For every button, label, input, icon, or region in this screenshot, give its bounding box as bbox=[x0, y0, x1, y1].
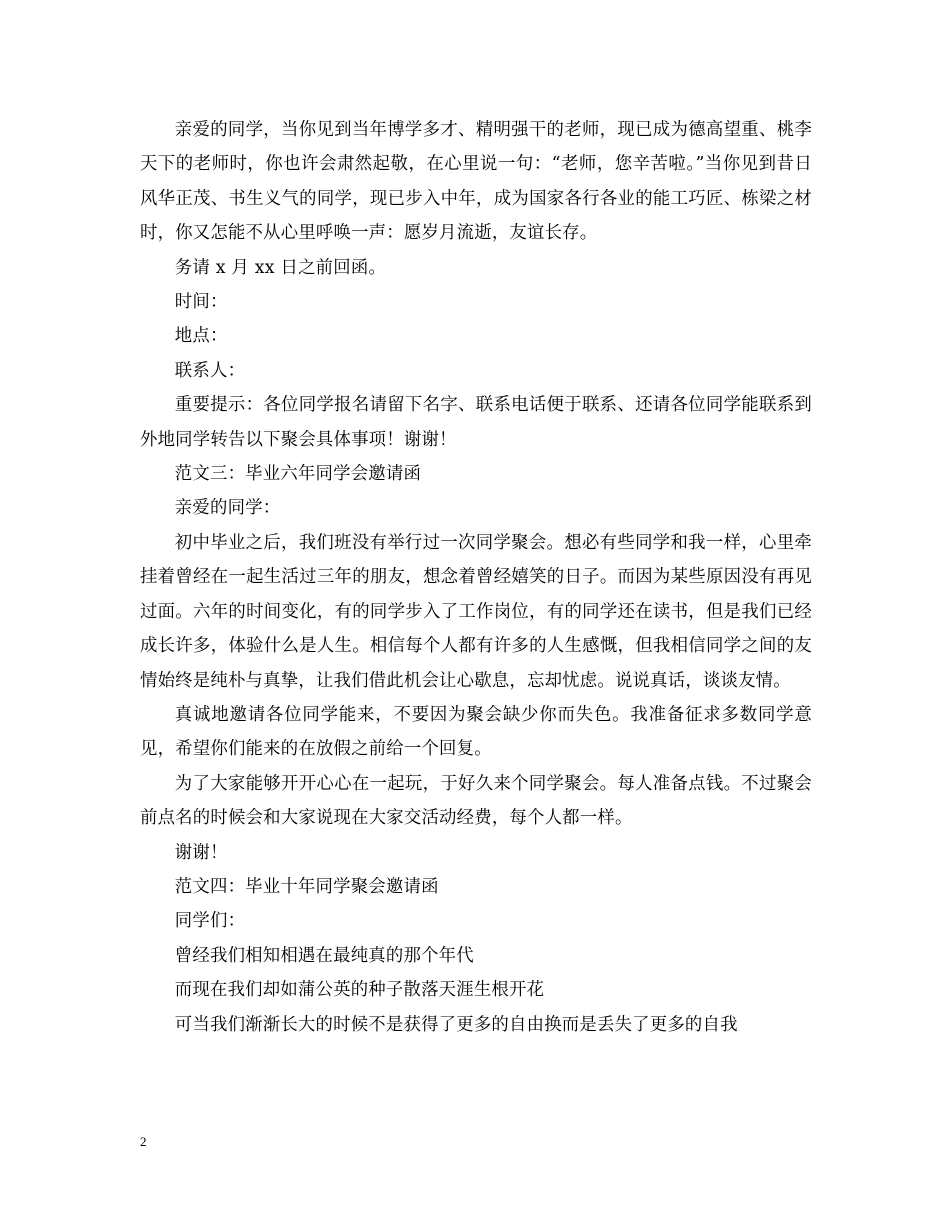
paragraph-location: 地点： bbox=[174, 326, 228, 347]
paragraph-time: 时间： bbox=[174, 292, 228, 313]
page-number: 2 bbox=[140, 1134, 147, 1149]
paragraph-funds: 为了大家能够开开心心在一起玩，于好久来个同学聚会。每人准备点钱。不过聚会前点名的时候会和大家说现在大家交活动经费，每个人都一样。 bbox=[140, 773, 812, 829]
paragraph-line-1: 曾经我们相知相遇在最纯真的那个年代 bbox=[174, 945, 474, 966]
paragraph-graduation: 初中毕业之后，我们班没有举行过一次同学聚会。想必有些同学和我一样，心里牵挂着曾经在一起生活过三年的朋友，想念着曾经嬉笑的日子。而因为某些原因没有再见过面。六年的时间变化，有的同学步入了工作岗位，有的同学还在读书，但是我们已经成长许多，体验什么是人生。相信每个人都有许多的人生感慨，但我相信同学之间的友情始终是纯朴与真挚，让我们借此机会让心歇息，忘却忧虑。说说真话，谈谈友情。 bbox=[140, 532, 812, 691]
paragraph-contact: 联系人： bbox=[174, 360, 246, 381]
paragraph-thanks: 谢谢！ bbox=[174, 842, 228, 863]
paragraph-letter-body: 亲爱的同学，当你见到当年博学多才、精明强干的老师，现已成为德高望重、桃李天下的老师时，你也许会肃然起敬，在心里说一句：“老师，您辛苦啦。”当你见到昔日风华正茂、书生义气的同学，现已步入中年，成为国家各行各业的能工巧匠、栋梁之材时，你又怎能不从心里呼唤一声：愿岁月流逝，友谊长存。 bbox=[140, 120, 812, 244]
paragraph-line-3: 可当我们渐渐长大的时候不是获得了更多的自由换而是丢失了更多的自我 bbox=[174, 1014, 738, 1035]
paragraph-reply-deadline: 务请 x 月 xx 日之前回函。 bbox=[174, 257, 387, 278]
document-body bbox=[140, 113, 812, 1042]
paragraph-line-2: 而现在我们却如蒲公英的种子散落天涯生根开花 bbox=[174, 980, 545, 1001]
paragraph-important-notice: 重要提示：各位同学报名请留下名字、联系电话便于联系、还请各位同学能联系到外地同学转告以下聚会具体事项！谢谢！ bbox=[140, 395, 812, 450]
paragraph-salutation: 亲爱的同学： bbox=[174, 498, 281, 519]
paragraph-invitation: 真诚地邀请各位同学能来，不要因为聚会缺少你而失色。我准备征求多数同学意见，希望你们能来的在放假之前给一个回复。 bbox=[140, 704, 812, 760]
section-heading-sample-3: 范文三：毕业六年同学会邀请函 bbox=[174, 464, 422, 485]
paragraph-classmates: 同学们： bbox=[174, 911, 246, 932]
section-heading-sample-4: 范文四：毕业十年同学聚会邀请函 bbox=[174, 876, 439, 897]
